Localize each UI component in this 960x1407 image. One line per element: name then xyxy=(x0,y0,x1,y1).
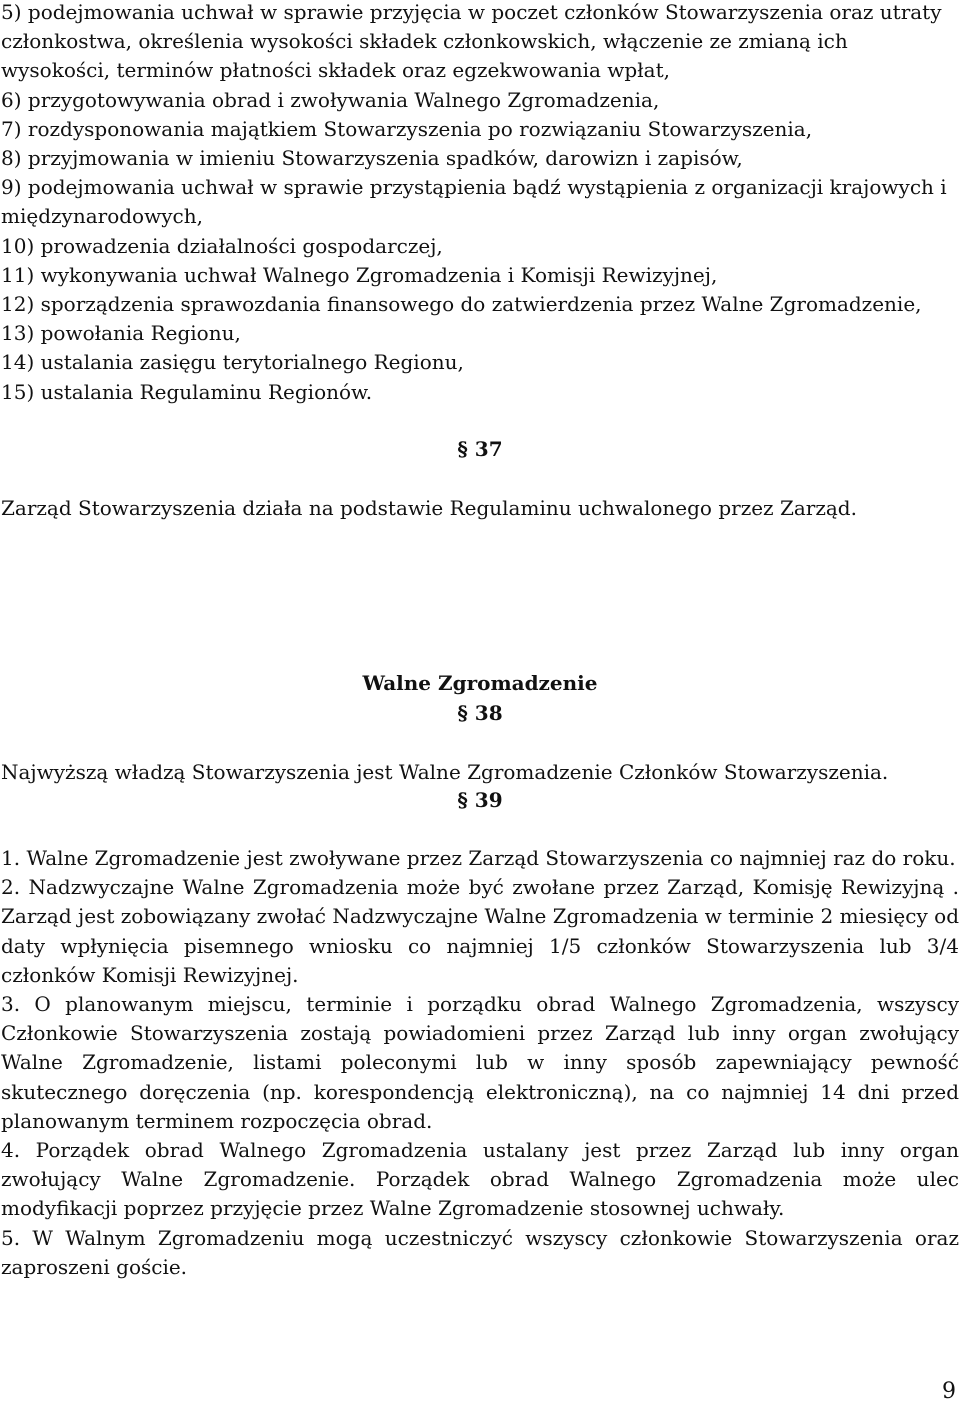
section-39-heading: § 39 xyxy=(457,788,503,812)
list-item: 7) rozdysponowania majątkiem Stowarzyszenia po rozwiązaniu Stowarzyszenia, xyxy=(1,116,813,141)
list-item: 12) sporządzenia sprawozdania finansowego do zatwierdzenia przez Walne Zgromadzenie, xyxy=(1,292,922,317)
section-38-text: Najwyższą władzą Stowarzyszenia jest Walne Zgromadzenie Członków Stowarzyszenia. xyxy=(1,760,889,784)
list-item: 9) podejmowania uchwał w sprawie przystąpienia bądź wystąpienia z organizacji krajowych i międzynarodowych, xyxy=(1,175,947,229)
paragraph: 3. O planowanym miejscu, terminie i porządku obrad Walnego Zgromadzenia, wszyscy Członkowie Stowarzyszenia zostają powiadomieni przez Zarząd lub inny organ zwołujący Walne Zgromadzenie, listami poleconymi lub w inny sposób zapewniający pewność skutecznego doręczenia (np. korespondencją elektroniczną), na co najmniej 14 dni przed planowanym terminem rozpoczęcia obrad. xyxy=(1,992,959,1133)
paragraph: 4. Porządek obrad Walnego Zgromadzenia ustalany jest przez Zarząd lub inny organ zwołujący Walne Zgromadzenie. Porządek obrad Walnego Zgromadzenia może ulec modyfikacji poprzez przyjęcie przez Walne Zgromadzenie stosownej uchwały. xyxy=(1,1138,959,1221)
paragraph: 2. Nadzwyczajne Walne Zgromadzenia może być zwołane przez Zarząd, Komisję Rewizyjną . Zarząd jest zobowiązany zwołać Nadzwyczajne Walne Zgromadzenia w terminie 2 miesięcy od daty wpłynięcia pisemnego wniosku co najmniej 1/5 członków Stowarzyszenia lub 3/4 członków Komisji Rewizyjnej. xyxy=(1,875,959,987)
section-39-body xyxy=(1,844,959,1282)
list-item: 13) powołania Regionu, xyxy=(1,321,241,346)
list-item: 11) wykonywania uchwał Walnego Zgromadzenia i Komisji Rewizyjnej, xyxy=(1,262,718,287)
page-number: 9 xyxy=(942,1379,956,1404)
section-37-heading: § 37 xyxy=(457,437,503,461)
list-item: 10) prowadzenia działalności gospodarczej, xyxy=(1,233,443,258)
board-duties-list xyxy=(1,0,959,407)
list-item: 8) przyjmowania w imieniu Stowarzyszenia spadków, darowizn i zapisów, xyxy=(1,146,743,171)
paragraph: 5. W Walnym Zgromadzeniu mogą uczestniczyć wszyscy członkowie Stowarzyszenia oraz zaproszeni goście. xyxy=(1,1225,959,1279)
chapter-title: Walne Zgromadzenie xyxy=(362,671,598,695)
section-38-heading: § 38 xyxy=(457,701,503,725)
paragraph: 1. Walne Zgromadzenie jest zwoływane przez Zarząd Stowarzyszenia co najmniej raz do roku. xyxy=(1,846,956,870)
section-37-text: Zarząd Stowarzyszenia działa na podstawie Regulaminu uchwalonego przez Zarząd. xyxy=(1,496,857,520)
list-item: 14) ustalania zasięgu terytorialnego Regionu, xyxy=(1,350,464,375)
list-item: 6) przygotowywania obrad i zwoływania Walnego Zgromadzenia, xyxy=(1,87,660,112)
list-item: 15) ustalania Regulaminu Regionów. xyxy=(1,379,373,404)
list-item: 5) podejmowania uchwał w sprawie przyjęcia w poczet członków Stowarzyszenia oraz utraty członkostwa, określenia wysokości składek członkowskich, włączenie ze zmianą ich wysokości, terminów płatności składek oraz egzekwowania wpłat, xyxy=(1,0,942,83)
